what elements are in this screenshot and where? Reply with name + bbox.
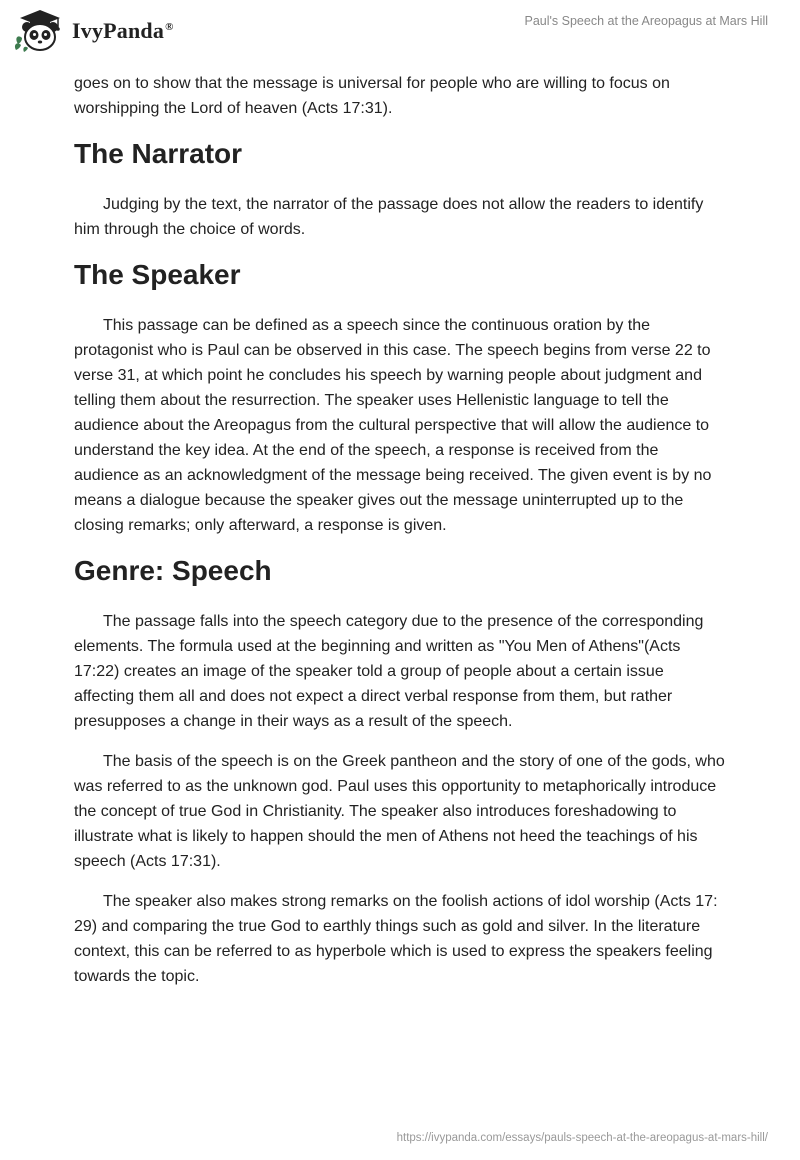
heading-narrator: The Narrator xyxy=(74,138,243,169)
panda-graduate-icon xyxy=(14,8,66,54)
trademark-symbol: ® xyxy=(165,20,174,33)
essay-content xyxy=(74,71,726,1004)
heading-genre: Genre: Speech xyxy=(74,555,272,586)
source-url-link[interactable]: https://ivypanda.com/essays/pauls-speech-at-the-areopagus-at-mars-hill/ xyxy=(396,1132,768,1144)
genre-paragraph-3: The speaker also makes strong remarks on the foolish actions of idol worship (Acts 17: 29) and comparing the true God to earthly things such as gold and silver. In the literature context, this can be referred to as hyperbole which is used to express the speakers feeling towards the topic. xyxy=(74,893,718,985)
document-title: Paul's Speech at the Areopagus at Mars Hill xyxy=(524,14,768,28)
ivypanda-logo[interactable] xyxy=(14,8,174,54)
heading-speaker: The Speaker xyxy=(74,259,241,290)
intro-paragraph: goes on to show that the message is universal for people who are willing to focus on worshipping the Lord of heaven (Acts 17:31). xyxy=(74,75,670,117)
speaker-paragraph: This passage can be defined as a speech since the continuous oration by the protagonist who is Paul can be observed in this case. The speech begins from verse 22 to verse 31, at which point he concludes his speech by warning people about judgment and telling them about the resurrection. The speaker uses Hellenistic language to tell the audience about the Areopagus from the cultural perspective that will allow the audience to understand the key idea. At the end of the speech, a response is received from the audience as an acknowledgment of the message being received. The given event is by no means a dialogue because the speaker gives out the message uninterrupted up to the closing remarks; only afterward, a response is given. xyxy=(74,317,712,534)
narrator-paragraph: Judging by the text, the narrator of the passage does not allow the readers to identify him through the choice of words. xyxy=(74,196,704,238)
page-header xyxy=(0,0,800,70)
genre-paragraph-1: The passage falls into the speech category due to the presence of the corresponding elements. The formula used at the beginning and written as "You Men of Athens"(Acts 17:22) creates an image of the speaker told a group of people about a certain issue affecting them all and does not expect a direct verbal response from them, but rather presupposes a change in their ways as a result of the speech. xyxy=(74,613,704,730)
genre-paragraph-2: The basis of the speech is on the Greek pantheon and the story of one of the gods, who was referred to as the unknown god. Paul uses this opportunity to metaphorically introduce the concept of true God in Christianity. The speaker also introduces foreshadowing to illustrate what is likely to happen should the men of Athens not heed the teachings of his speech (Acts 17:31). xyxy=(74,753,725,870)
brand-name: IvyPanda® xyxy=(72,18,174,43)
